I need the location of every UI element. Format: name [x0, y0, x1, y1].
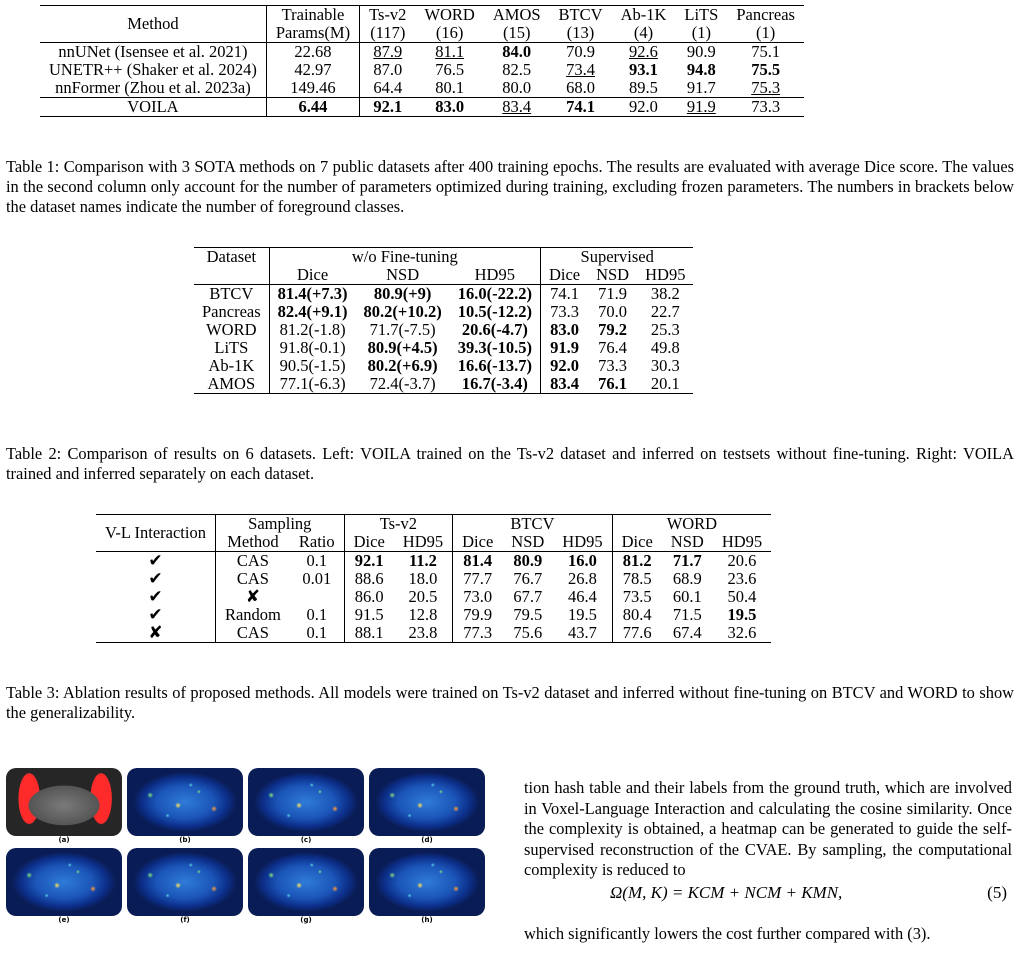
heatmap-image — [248, 848, 364, 916]
table-3-header-word-dice: Dice — [612, 533, 662, 552]
table-cell-value: 80.9(+4.5) — [367, 338, 438, 357]
table-cell-value: 83.4 — [550, 374, 579, 393]
table-row — [96, 588, 771, 606]
figure-panel-f — [127, 848, 243, 925]
table-1-header-ab1k-classes: (4) — [633, 23, 654, 42]
table-cell-value: 92.1 — [373, 97, 403, 116]
table-row — [40, 79, 804, 98]
table-cell: 68.9 — [672, 569, 702, 588]
table-cell: 88.6 — [344, 570, 394, 588]
table-cell: 80.4 — [612, 606, 662, 624]
table-row — [96, 624, 771, 643]
table-cell: 19.5 — [568, 605, 597, 624]
table-3-caption: Table 3: Ablation results of proposed methods. All models were trained on Ts-v2 dataset and inferred without fine-tuning on BTCV and WORD to show the generalizability. — [6, 683, 1014, 722]
figure-panel-g — [248, 848, 364, 925]
table-cell: 86.0 — [344, 588, 394, 606]
table-cell: 20.1 — [650, 374, 680, 393]
table-cell: 74.1 — [540, 285, 588, 304]
table-cell-value: 81.4 — [463, 551, 493, 570]
table-cell: 76.4 — [598, 338, 628, 357]
table-cell: 32.6 — [727, 623, 757, 642]
table-cell: 71.7(-7.5) — [369, 320, 436, 339]
table-cell-value: 76.1 — [598, 374, 628, 393]
table-cell — [662, 552, 713, 571]
table-cell-value: 87.9 — [373, 42, 403, 61]
table-1-header-word-classes: (16) — [435, 23, 464, 42]
table-3-header-tsv2: Ts-v2 — [344, 515, 453, 534]
table-cell: WORD — [206, 320, 257, 339]
table-1-header-ab1k: Ab-1K — [620, 5, 667, 24]
heatmap-image — [6, 848, 122, 916]
table-cell: 20.5 — [408, 587, 438, 606]
check-icon: ✔ — [148, 605, 163, 625]
table-cell-value: 80.9 — [513, 551, 543, 570]
table-cell: 76.5 — [435, 60, 465, 79]
table-cell — [550, 61, 612, 79]
table-cell-value: 82.4(+9.1) — [277, 302, 348, 321]
check-icon: ✔ — [148, 569, 163, 589]
table-row — [40, 98, 804, 117]
table-cell: 0.01 — [302, 569, 332, 588]
table-2-header-hd95-sup: HD95 — [645, 265, 686, 284]
table-2-header-dataset: Dataset — [206, 247, 257, 266]
table-1-header-method: Method — [127, 14, 179, 33]
table-cell: 22.7 — [650, 302, 680, 321]
table-cell — [502, 552, 553, 571]
table-3-header-btcv-dice: Dice — [453, 533, 503, 552]
panel-label: (e) — [58, 916, 70, 924]
table-3-header-word: WORD — [612, 515, 771, 534]
figure-panel-d — [369, 768, 485, 845]
table-cell — [713, 606, 771, 624]
table-3-header-btcv-nsd: NSD — [511, 532, 545, 551]
table-cell: UNETR++ (Shaker et al. 2024) — [49, 60, 257, 79]
table-cell: 42.97 — [266, 61, 359, 79]
figure-panel-e — [6, 848, 122, 925]
table-2-header-row-1 — [194, 248, 693, 267]
table-cell-value: 92.6 — [629, 42, 658, 61]
table-cell-value: 39.3(-10.5) — [457, 338, 532, 357]
table-cell: 73.3 — [751, 97, 781, 116]
table-1-header-tsv2: Ts-v2 — [360, 6, 416, 25]
table-cell: 38.2 — [650, 284, 680, 303]
table-row — [40, 61, 804, 79]
table-cell — [266, 98, 359, 117]
table-cell: 68.0 — [566, 78, 595, 97]
table-cell: 77.7 — [453, 570, 503, 588]
table-row — [194, 375, 693, 394]
table-cell: 80.0 — [502, 78, 532, 97]
table-cell: 92.0 — [629, 97, 658, 116]
table-cell — [415, 98, 483, 117]
table-cell — [356, 339, 450, 357]
table-cell-value: 81.1 — [435, 42, 465, 61]
table-cell — [344, 552, 394, 571]
table-cell: Ab-1K — [208, 356, 255, 375]
table-3-header-tsv2-hd95: HD95 — [402, 532, 444, 551]
table-cell-value: 16.6(-13.7) — [457, 356, 532, 375]
table-cell: 149.46 — [266, 79, 359, 98]
table-cell — [450, 339, 541, 357]
check-icon: ✔ — [148, 587, 163, 607]
table-cell: 12.8 — [408, 605, 438, 624]
table-cell — [540, 375, 588, 394]
table-cell: 91.7 — [686, 78, 716, 97]
table-cell-value: 19.5 — [727, 605, 757, 624]
table-row — [96, 606, 771, 624]
table-cell: 43.7 — [568, 623, 597, 642]
table-cell-value: 11.2 — [408, 551, 437, 570]
table-cell: 82.5 — [502, 60, 532, 79]
table-cell: 79.5 — [513, 605, 543, 624]
table-1 — [40, 5, 804, 117]
table-3-header-tsv2-dice: Dice — [344, 533, 394, 552]
table-1-header-amos: AMOS — [492, 5, 541, 24]
table-cell: 71.9 — [598, 284, 628, 303]
table-cell: 91.8(-0.1) — [269, 339, 355, 357]
table-cell: 20.6 — [727, 551, 757, 570]
figure-panel-b — [127, 768, 243, 845]
table-cell: AMOS — [207, 374, 256, 393]
table-cell — [269, 303, 355, 321]
table-1-header-btcv: BTCV — [558, 5, 603, 24]
table-3-header-method: Method — [215, 533, 289, 552]
table-cell: 90.9 — [686, 42, 716, 61]
table-2-header-dice: Dice — [269, 266, 355, 285]
table-cell: CAS — [215, 552, 289, 571]
panel-label: (a) — [58, 836, 70, 844]
table-cell — [727, 61, 804, 79]
table-cell-value: 80.2(+6.9) — [367, 356, 438, 375]
table-cell — [356, 303, 450, 321]
table-cell — [588, 375, 637, 394]
panel-label: (d) — [421, 836, 433, 844]
table-cell — [540, 357, 588, 375]
table-row — [96, 570, 771, 588]
table-cell: 70.9 — [566, 42, 595, 61]
table-row — [194, 303, 693, 321]
table-1-header-tsv2-classes: (117) — [360, 24, 416, 43]
table-cell: 30.3 — [650, 356, 680, 375]
ct-segmentation-image — [6, 768, 122, 836]
heatmap-image — [369, 768, 485, 836]
table-cell: CAS — [215, 624, 289, 643]
table-cell: 26.8 — [568, 569, 597, 588]
table-cell-value: 80.2(+10.2) — [363, 302, 442, 321]
table-cell-value: 83.0 — [435, 97, 465, 116]
table-3-header-ratio: Ratio — [298, 532, 335, 551]
cross-icon: ✘ — [215, 588, 289, 606]
heatmap-image — [127, 768, 243, 836]
table-cell — [612, 61, 676, 79]
body-paragraph: tion hash table and their labels from the ground truth, which are involved in Voxel-Language Interaction and calculating the cosine similarity. Once the complexity is obtained, a heatmap can be generated to guide the self-supervised reconstruction of the CVAE. By sampling, the computational complexity is reduced to — [524, 778, 1012, 879]
table-3-header-sampling: Sampling — [215, 515, 344, 534]
table-cell: 75.6 — [513, 623, 543, 642]
table-cell: 67.7 — [513, 587, 543, 606]
table-cell — [553, 552, 612, 571]
table-cell: 72.4(-3.7) — [369, 374, 436, 393]
panel-label: (g) — [300, 916, 312, 924]
table-cell — [450, 375, 541, 394]
table-cell: 71.5 — [672, 605, 702, 624]
table-cell-value: 10.5(-12.2) — [457, 302, 532, 321]
table-cell — [612, 43, 676, 62]
table-cell: 81.2(-1.8) — [269, 321, 355, 339]
table-row — [40, 43, 804, 62]
table-cell-value: 92.1 — [354, 551, 384, 570]
table-cell — [356, 285, 450, 304]
table-cell: VOILA — [127, 97, 179, 116]
table-3-header-vl-interaction: V-L Interaction — [105, 523, 206, 542]
check-icon: ✔ — [148, 551, 163, 571]
table-cell — [612, 552, 662, 571]
table-cell: 18.0 — [408, 569, 438, 588]
table-2-header-nsd: NSD — [386, 265, 420, 284]
table-cell-value: 92.0 — [550, 356, 579, 375]
table-cell: 73.3 — [598, 356, 628, 375]
table-2-header-dice-sup: Dice — [540, 266, 588, 285]
body-paragraph-continued: which significantly lowers the cost further compared with (3). — [524, 924, 931, 943]
table-cell — [450, 303, 541, 321]
table-cell — [450, 321, 541, 339]
equation: Ω(M, K) = KCM + NCM + KMN, — [610, 883, 843, 902]
table-cell-value: 6.44 — [298, 97, 328, 116]
heatmap-image — [369, 848, 485, 916]
table-1-header-pancreas: Pancreas — [736, 5, 795, 24]
table-3-header-btcv: BTCV — [453, 515, 613, 534]
table-cell: 0.1 — [306, 605, 328, 624]
table-cell: 77.3 — [453, 624, 503, 643]
table-cell — [453, 552, 503, 571]
table-cell — [675, 61, 727, 79]
table-2-header-nsd-sup: NSD — [596, 265, 630, 284]
table-cell: 77.6 — [612, 624, 662, 643]
table-cell-value: 16.0(-22.2) — [457, 284, 532, 303]
table-cell-value: 80.9(+9) — [373, 284, 432, 303]
table-cell-value: 75.5 — [751, 60, 781, 79]
table-cell-value: 84.0 — [502, 42, 532, 61]
table-cell — [450, 285, 541, 304]
table-cell: 73.0 — [453, 588, 503, 606]
table-cell — [484, 98, 550, 117]
table-cell: nnFormer (Zhou et al. 2023a) — [55, 78, 251, 97]
table-cell: 0.1 — [306, 551, 328, 570]
table-row — [194, 357, 693, 375]
table-cell: nnUNet (Isensee et al. 2021) — [58, 42, 248, 61]
table-cell: CAS — [215, 570, 289, 588]
table-cell-value: 74.1 — [566, 97, 595, 116]
table-row — [194, 321, 693, 339]
table-cell — [484, 43, 550, 62]
table-cell: 79.9 — [453, 606, 503, 624]
table-cell — [356, 357, 450, 375]
table-cell: 76.7 — [513, 569, 543, 588]
table-cell — [550, 98, 612, 117]
table-1-header-params-unit: Params(M) — [266, 24, 359, 43]
panel-label: (b) — [179, 836, 191, 844]
table-cell-value: 20.6(-4.7) — [461, 320, 528, 339]
table-cell: 64.4 — [360, 79, 416, 98]
table-1-header-lits-classes: (1) — [691, 23, 711, 42]
table-cell: Random — [215, 606, 289, 624]
table-cell — [360, 43, 416, 62]
table-cell: 22.68 — [266, 43, 359, 62]
table-cell: 67.4 — [672, 623, 702, 642]
table-cell — [394, 552, 453, 571]
table-cell: LiTS — [214, 338, 249, 357]
table-2-header-row-2 — [194, 266, 693, 285]
table-3 — [96, 514, 771, 643]
table-cell-value: 91.9 — [686, 97, 716, 116]
table-cell: 73.5 — [612, 588, 662, 606]
table-cell-value: 83.0 — [550, 320, 579, 339]
table-cell: 78.5 — [612, 570, 662, 588]
table-cell — [540, 321, 588, 339]
figure-panel-h — [369, 848, 485, 925]
table-2-header-hd95: HD95 — [474, 265, 515, 284]
table-cell-value: 94.8 — [686, 60, 716, 79]
table-1-header-row-1 — [40, 6, 804, 25]
table-cell-value: 81.2 — [622, 551, 652, 570]
table-cell — [360, 98, 416, 117]
table-cell — [269, 285, 355, 304]
table-3-header-row-1 — [96, 515, 771, 534]
table-cell: 91.5 — [344, 606, 394, 624]
table-cell-value: 16.7(-3.4) — [461, 374, 528, 393]
table-cell: 70.0 — [598, 302, 628, 321]
table-1-header-pancreas-classes: (1) — [756, 23, 776, 42]
heatmap-image — [248, 768, 364, 836]
table-cell-value: 71.7 — [672, 551, 702, 570]
figure-panel-c — [248, 768, 364, 845]
table-cell — [588, 321, 637, 339]
table-cell: 49.8 — [650, 338, 680, 357]
table-cell: Pancreas — [202, 302, 261, 321]
panel-label: (h) — [421, 916, 433, 924]
table-1-header-params: Trainable — [266, 6, 359, 25]
table-row — [96, 552, 771, 571]
table-cell-value: 73.4 — [566, 60, 595, 79]
table-cell: BTCV — [209, 284, 254, 303]
table-cell-value: 81.4(+7.3) — [277, 284, 348, 303]
table-cell-value: 79.2 — [598, 320, 628, 339]
table-3-header-btcv-hd95: HD95 — [562, 532, 603, 551]
table-cell-value: 75.3 — [751, 78, 781, 97]
table-cell — [415, 43, 483, 62]
table-1-header-word: WORD — [424, 5, 475, 24]
table-cell: 73.3 — [540, 303, 588, 321]
table-1-caption: Table 1: Comparison with 3 SOTA methods on 7 public datasets after 400 training epochs. The results are evaluated with average Dice score. The values in the second column only account for the number of parameters optimized during training, excluding frozen parameters. The numbers in brackets below the dataset names indicate the number of foreground classes. — [6, 157, 1014, 216]
table-cell — [727, 79, 804, 98]
panel-label: (f) — [180, 916, 190, 924]
table-2-header-supervised: Supervised — [540, 248, 693, 267]
table-row — [194, 285, 693, 304]
table-cell-value: 93.1 — [629, 60, 658, 79]
table-cell: 87.0 — [360, 61, 416, 79]
table-cell — [675, 98, 727, 117]
table-cell — [290, 588, 344, 606]
panel-label: (c) — [300, 836, 312, 844]
table-3-header-word-nsd: NSD — [670, 532, 704, 551]
table-cell: 75.1 — [751, 42, 781, 61]
table-cell: 0.1 — [306, 623, 328, 642]
table-cell: 88.1 — [344, 624, 394, 643]
table-1-header-amos-classes: (15) — [502, 23, 531, 42]
table-cell: 90.5(-1.5) — [269, 357, 355, 375]
table-cell: 50.4 — [727, 587, 757, 606]
table-cell: 46.4 — [568, 587, 597, 606]
table-cell: 89.5 — [629, 78, 658, 97]
table-cell-value: 83.4 — [502, 97, 532, 116]
table-cell: 23.6 — [727, 569, 757, 588]
table-row — [194, 339, 693, 357]
table-2-header-wo-finetuning: w/o Fine-tuning — [269, 248, 540, 267]
heatmap-image — [127, 848, 243, 916]
table-2 — [194, 247, 693, 394]
table-cell: 23.8 — [408, 623, 438, 642]
table-cell: 80.1 — [435, 78, 465, 97]
table-cell — [540, 339, 588, 357]
table-cell — [450, 357, 541, 375]
table-cell-value: 91.9 — [550, 338, 579, 357]
table-cell: 25.3 — [650, 320, 680, 339]
table-3-header-word-hd95: HD95 — [721, 532, 763, 551]
table-1-header-btcv-classes: (13) — [566, 23, 595, 42]
table-2-caption: Table 2: Comparison of results on 6 datasets. Left: VOILA trained on the Ts-v2 dataset and inferred on testsets without fine-tuning. Right: VOILA trained and inferred separately on each dataset. — [6, 444, 1014, 483]
cross-icon: ✘ — [148, 623, 163, 643]
table-cell-value: 16.0 — [568, 551, 597, 570]
table-cell: 60.1 — [672, 587, 702, 606]
table-cell: 77.1(-6.3) — [269, 375, 355, 394]
equation-number: (5) — [987, 883, 1007, 902]
table-1-header-lits: LiTS — [684, 5, 719, 24]
figure-panel-a — [6, 768, 122, 845]
